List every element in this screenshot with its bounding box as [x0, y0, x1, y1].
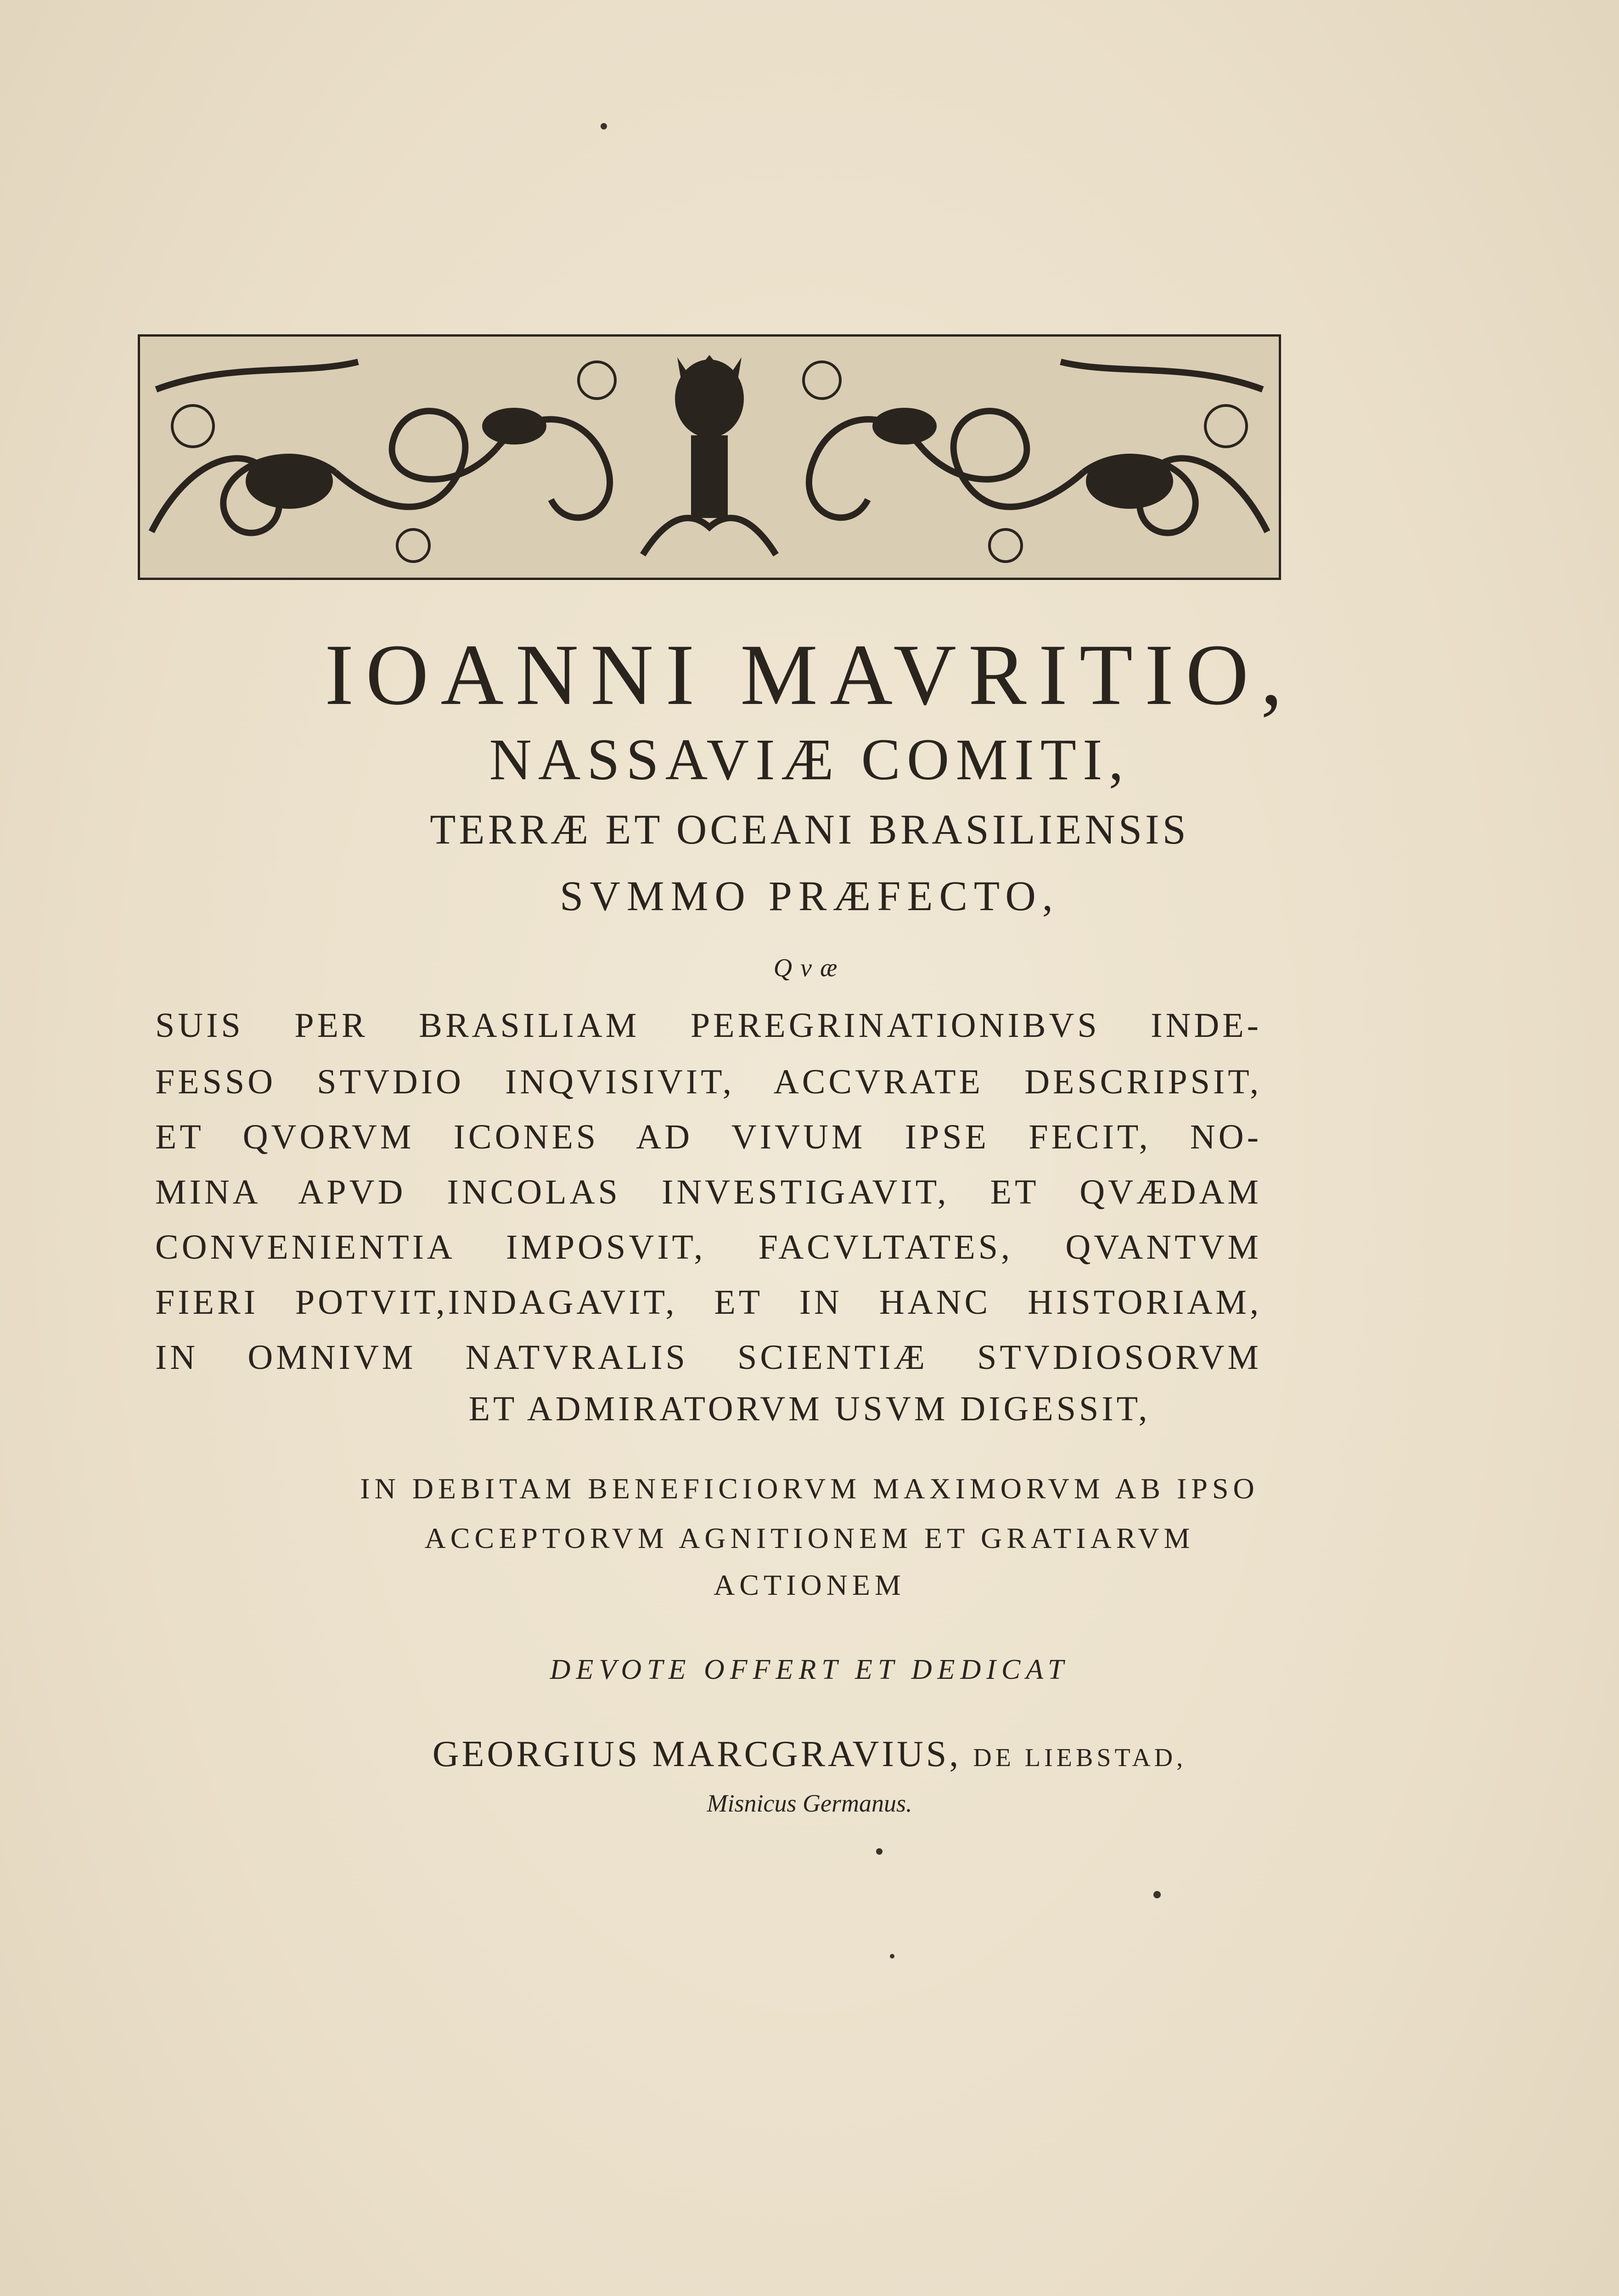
- qvae-heading: Qvæ: [773, 954, 846, 982]
- dedicatee-title: NASSAVIÆ COMITI,: [489, 727, 1130, 792]
- dedication-line: ACTIONEM: [714, 1569, 905, 1601]
- body-line: ET QVORVM ICONES AD VIVUM IPSE FECIT, NO-: [155, 1118, 1262, 1156]
- body-last-line: ET ADMIRATORVM USVM DIGESSIT,: [468, 1390, 1151, 1428]
- paper-speck: [876, 1848, 883, 1855]
- body-line: CONVENIENTIA IMPOSVIT, FACVLTATES, QVANTVM: [155, 1228, 1262, 1266]
- body-line: FESSO STVDIO INQVISIVIT, ACCVRATE DESCRIPSIT,: [155, 1063, 1262, 1101]
- author-line: [0, 1736, 1619, 1773]
- paper-speck: [890, 1954, 894, 1958]
- author-origin: Misnicus Germanus.: [707, 1790, 912, 1817]
- body-line: IN OMNIVM NATVRALIS SCIENTIÆ STVDIOSORVM: [155, 1338, 1262, 1377]
- paper-speck: [601, 123, 607, 129]
- body-line: MINA APVD INCOLAS INVESTIGAVIT, ET QVÆDAM: [155, 1173, 1262, 1211]
- dedicatee-office: TERRÆ ET OCEANI BRASILIENSIS: [430, 806, 1189, 853]
- devote-offert-line: DEVOTE OFFERT ET DEDICAT: [550, 1654, 1069, 1685]
- body-line: FIERI POTVIT,INDAGAVIT, ET IN HANC HISTORIAM,: [155, 1283, 1262, 1322]
- author-name: GEORGIUS MARCGRAVIUS,: [432, 1734, 961, 1774]
- dedication-line: ACCEPTORVM AGNITIONEM ET GRATIARVM: [424, 1522, 1195, 1554]
- dedicatee-name: IOANNI MAVRITIO,: [325, 627, 1294, 723]
- decorative-headpiece-ornament: [138, 334, 1281, 580]
- paper-speck: [1153, 1891, 1161, 1898]
- dedication-line: IN DEBITAM BENEFICIORVM MAXIMORVM AB IPSO: [360, 1472, 1259, 1505]
- body-line: SUIS PER BRASILIAM PEREGRINATIONIBVS INDE-: [155, 1006, 1262, 1045]
- author-place: DE LIEBSTAD,: [973, 1744, 1187, 1772]
- dedicatee-office-2: SVMMO PRÆFECTO,: [560, 872, 1059, 919]
